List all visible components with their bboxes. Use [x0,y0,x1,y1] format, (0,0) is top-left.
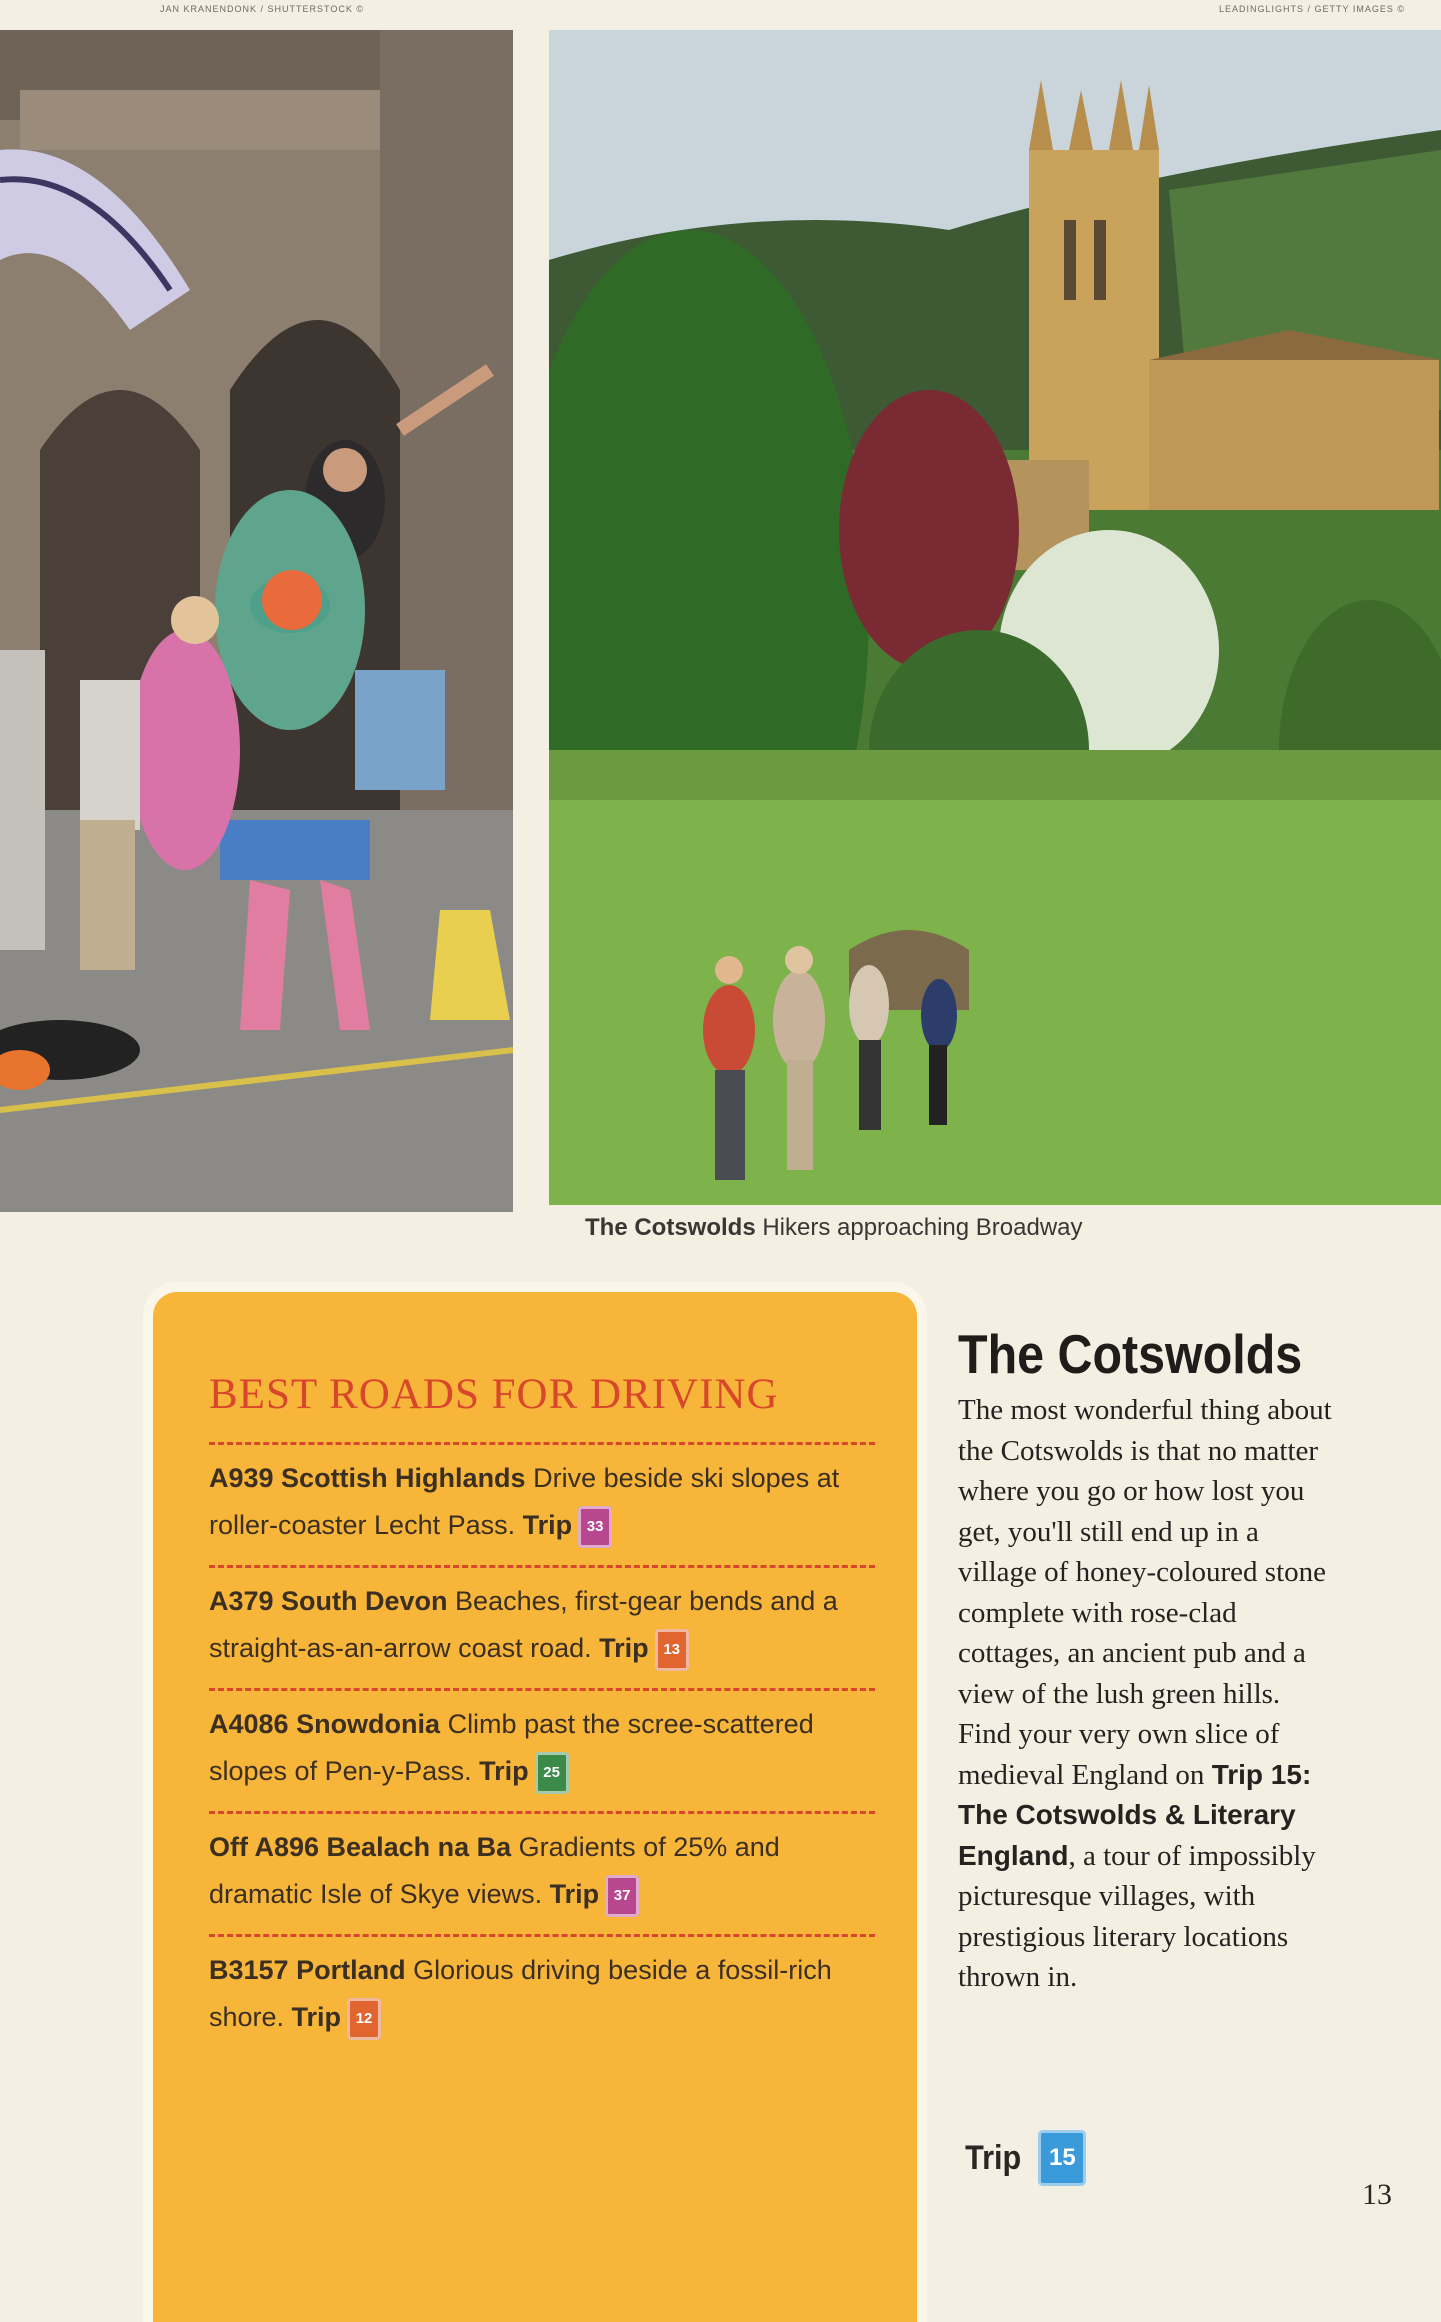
road-description: Glorious driving beside a fossil-rich shore. [209,1955,832,2032]
trip-badge-icon[interactable]: 33 [578,1506,612,1548]
road-item [209,1934,875,2030]
road-name: A379 South Devon [209,1586,448,1616]
road-name: B3157 Portland [209,1955,406,1985]
road-trip-label: Trip [549,1879,600,1909]
road-item [209,1688,875,1784]
road-trip-label: Trip [479,1756,529,1786]
road-name: A4086 Snowdonia [209,1709,441,1739]
road-item [209,1442,875,1538]
road-description: Drive beside ski slopes at roller-coaster Lecht Pass. [209,1463,840,1540]
trip-badge-icon[interactable]: 15 [1038,2130,1086,2186]
road-trip-label: Trip [291,2002,342,2032]
trip-badge-icon[interactable]: 12 [347,1998,381,2040]
article-trip-link[interactable]: Trip 15: The Cotswolds & Literary England [958,1758,1312,1871]
page-number: 13 [1362,2178,1392,2211]
article-title: The Cotswolds [958,1323,1303,1385]
best-roads-box [153,1292,917,2322]
cotswolds-hikers-photo [549,30,1441,1205]
trip-badge-icon[interactable]: 13 [655,1629,689,1671]
photo-caption [585,1214,1083,1242]
road-description: Beaches, first-gear bends and a straight-as-an-arrow coast road. [209,1586,838,1663]
festival-crowd-photo [0,30,513,1212]
road-description: Gradients of 25% and dramatic Isle of Skye views. [209,1832,780,1909]
best-roads-title: BEST ROADS FOR DRIVING [209,1371,779,1418]
road-item [209,1565,875,1661]
trip-badge-icon[interactable]: 25 [535,1752,569,1794]
road-trip-label: Trip [522,1510,573,1540]
article-body [958,1390,1338,1998]
best-roads-list [209,1442,875,2057]
photo-credit-left: JAN KRANENDONK / SHUTTERSTOCK © [160,4,364,14]
trip-badge-icon[interactable]: 37 [605,1875,639,1917]
caption-text: Hikers approaching Broadway [755,1214,1083,1241]
road-name: Off A896 Bealach na Ba [209,1832,512,1862]
photo-credit-right: LEADINGLIGHTS / GETTY IMAGES © [1219,4,1405,14]
road-trip-label: Trip [599,1633,649,1663]
trip-label: Trip [965,2138,1022,2177]
road-description: Climb past the scree-scattered slopes of Pen-y-Pass. [209,1709,814,1786]
article-body-text: The most wonderful thing about the Cotswolds is that no matter where you go or how lost you get, you'll still end up in a village of honey-coloured stone complete with rose-clad cottages, an ancient pub and a view of the lush green hills. Find your very own slice of medieval England on [958,1394,1332,1791]
road-item [209,1811,875,1907]
road-name: A939 Scottish Highlands [209,1463,526,1493]
caption-place: The Cotswolds [585,1214,756,1241]
article-body-text-end: , a tour of impossibly picturesque villages, with prestigious literary locations thrown in. [958,1839,1316,1993]
trip-reference[interactable] [962,2130,1086,2186]
